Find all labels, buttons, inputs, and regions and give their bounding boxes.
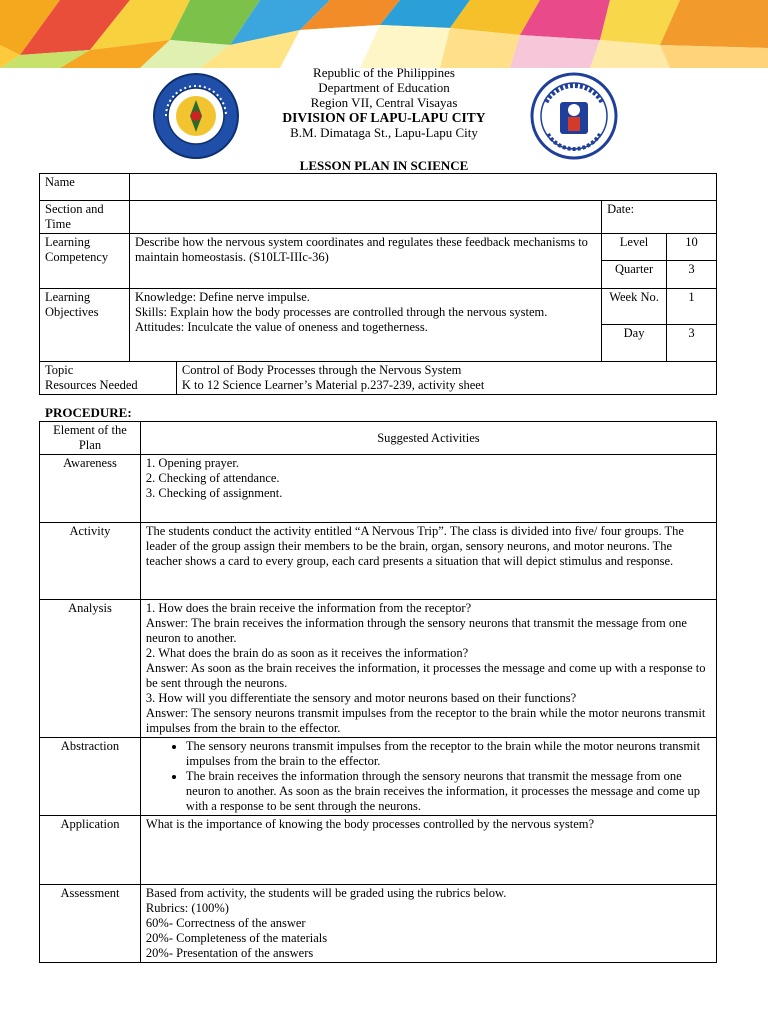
col-activities-header: Suggested Activities bbox=[140, 422, 716, 455]
level-label: Level bbox=[602, 234, 667, 261]
assessment-line: Based from activity, the students will be graded using the rubrics below. bbox=[145, 886, 507, 900]
date-label: Date: bbox=[602, 201, 717, 234]
header-address: B.M. Dimataga St., Lapu-Lapu City bbox=[290, 125, 478, 140]
objective-attitudes: Attitudes: Inculcate the value of oneness and togetherness. bbox=[134, 320, 428, 334]
header-department: Department of Education bbox=[318, 80, 450, 95]
page-title: LESSON PLAN IN SCIENCE bbox=[299, 158, 469, 173]
topic-resources-values bbox=[176, 362, 716, 395]
week-value: 1 bbox=[667, 289, 717, 325]
quarter-label: Quarter bbox=[602, 261, 667, 289]
procedure-table bbox=[39, 421, 717, 963]
awareness-item: 1. Opening prayer. bbox=[145, 456, 239, 470]
assessment-line: 20%- Presentation of the answers bbox=[145, 946, 314, 960]
application-text: What is the importance of knowing the body processes controlled by the nervous system? bbox=[140, 816, 716, 885]
section-time-value bbox=[129, 201, 601, 234]
objective-knowledge: Knowledge: Define nerve impulse. bbox=[134, 290, 310, 304]
analysis-answer: Answer: As soon as the brain receives the information, it processes the message and come up with a response to be sent through the neurons. bbox=[145, 661, 706, 690]
name-value bbox=[129, 174, 716, 201]
awareness-content bbox=[140, 455, 716, 523]
abstraction-label: Abstraction bbox=[40, 738, 141, 816]
activity-text: The students conduct the activity entitled “A Nervous Trip”. The class is divided into five/ four groups. The leader of the group assign their members to be the brain, organ, sensory neurons, and motor neurons. The teacher shows a card to every group, each card presents a situation that will depict stimulus and response. bbox=[140, 523, 716, 600]
analysis-answer: Answer: The brain receives the information through the sensory neurons that transmit the message from one neuron to another. bbox=[145, 616, 687, 645]
resources-label: Resources Needed bbox=[45, 378, 138, 392]
section-time-label: Section and Time bbox=[40, 201, 130, 234]
awareness-item: 2. Checking of attendance. bbox=[145, 471, 280, 485]
name-label: Name bbox=[40, 174, 130, 201]
analysis-label: Analysis bbox=[40, 600, 141, 738]
col-element-header: Element of the Plan bbox=[40, 422, 141, 455]
quarter-value: 3 bbox=[667, 261, 717, 289]
analysis-question: 3. How will you differentiate the sensory and motor neurons based on their functions? bbox=[145, 691, 577, 705]
awareness-label: Awareness bbox=[40, 455, 141, 523]
analysis-answer: Answer: The sensory neurons transmit impulses from the receptor to the brain while the motor neurons transmit impulses from the brain to the effector. bbox=[145, 706, 706, 735]
assessment-line: Rubrics: (100%) bbox=[145, 901, 229, 915]
abstraction-bullet: • The brain receives the information through the sensory neurons that transmit the message from one neuron to another. As soon as the brain receives the information, it processes the message and come up with a response to be sent through the neurons. bbox=[186, 769, 711, 814]
resources-value: K to 12 Science Learner’s Material p.237-239, activity sheet bbox=[181, 378, 485, 392]
header-region: Region VII, Central Visayas bbox=[310, 95, 458, 110]
analysis-content bbox=[140, 600, 716, 738]
day-label: Day bbox=[602, 325, 667, 362]
awareness-item: 3. Checking of assignment. bbox=[145, 486, 283, 500]
topic-resources-labels bbox=[40, 362, 177, 395]
lesson-info-table bbox=[39, 173, 717, 395]
objective-skills: Skills: Explain how the body processes are controlled through the nervous system. bbox=[134, 305, 548, 319]
abstraction-bullet: • The sensory neurons transmit impulses from the receptor to the brain while the motor neurons transmit impulses from the brain to the effector. bbox=[186, 739, 711, 769]
topic-label: Topic bbox=[45, 363, 74, 377]
activity-label: Activity bbox=[40, 523, 141, 600]
assessment-line: 60%- Correctness of the answer bbox=[145, 916, 306, 930]
objectives-label: Learning Objectives bbox=[40, 289, 130, 362]
decorative-banner bbox=[0, 0, 768, 68]
assessment-label: Assessment bbox=[40, 885, 141, 963]
abstraction-content bbox=[140, 738, 716, 816]
header-republic: Republic of the Philippines bbox=[313, 65, 455, 80]
day-value: 3 bbox=[667, 325, 717, 362]
level-value: 10 bbox=[667, 234, 717, 261]
week-label: Week No. bbox=[602, 289, 667, 325]
objectives-cell bbox=[129, 289, 601, 362]
header-division: DIVISION OF LAPU-LAPU CITY bbox=[282, 110, 486, 125]
competency-label: Learning Competency bbox=[40, 234, 130, 289]
analysis-question: 2. What does the brain do as soon as it receives the information? bbox=[145, 646, 469, 660]
application-label: Application bbox=[40, 816, 141, 885]
procedure-heading: PROCEDURE: bbox=[45, 405, 132, 420]
analysis-question: 1. How does the brain receive the information from the receptor? bbox=[145, 601, 472, 615]
assessment-line: 20%- Completeness of the materials bbox=[145, 931, 328, 945]
assessment-content bbox=[140, 885, 716, 963]
topic-value: Control of Body Processes through the Nervous System bbox=[181, 363, 462, 377]
competency-text: Describe how the nervous system coordinates and regulates these feedback mechanisms to maintain homeostasis. (S10LT-IIIc-36) bbox=[129, 234, 601, 289]
